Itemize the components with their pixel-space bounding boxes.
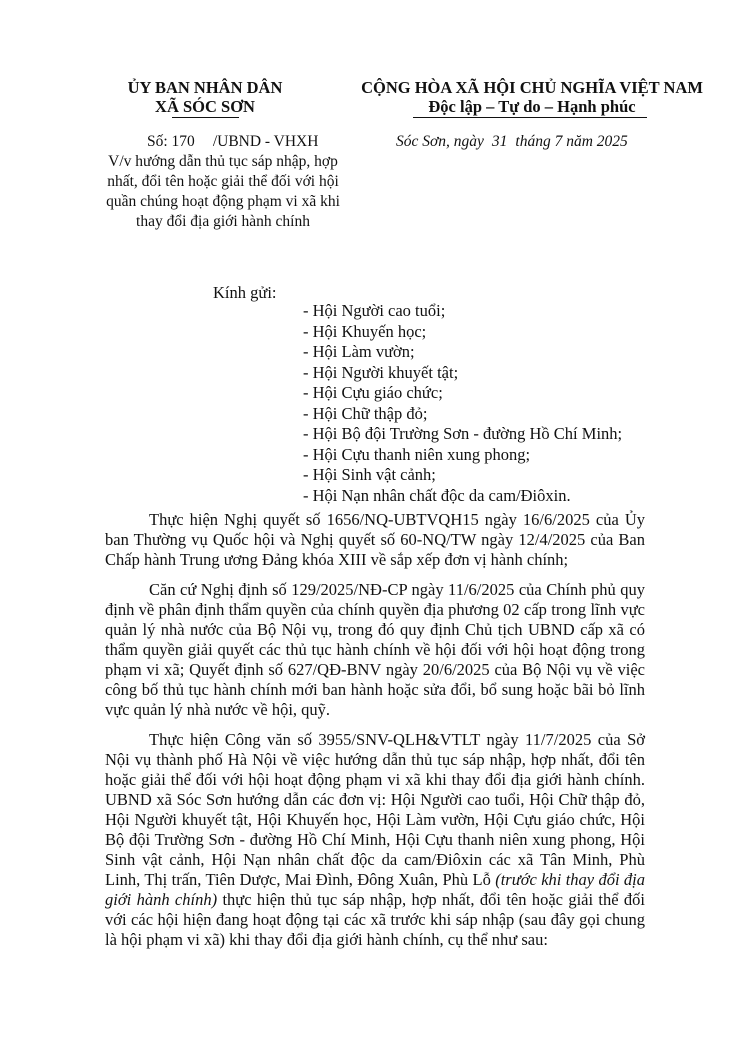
motto-underline: [413, 117, 647, 118]
recipient-item: - Hội Làm vườn;: [303, 342, 415, 361]
document-number-prefix: Số: 170: [147, 133, 195, 150]
national-motto: Độc lập – Tự do – Hạnh phúc: [428, 97, 636, 116]
place-date-place: Sóc Sơn, ngày: [396, 133, 484, 150]
recipient-item: - Hội Người khuyết tật;: [303, 362, 459, 382]
document-body: [105, 510, 645, 960]
paragraph-3-part-1: Thực hiện Công văn số 3955/SNV-QLH&VTLT ngày 11/7/2025 của Sở Nội vụ thành phố Hà Nội về việc hướng dẫn thủ tục sáp nhập, hợp nhất, đổi tên hoặc giải thể đối với hội hoạt động phạm vi xã khi thay đổi địa giới hành chính. UBND xã Sóc Sơn hướng dẫn các đơn vị: Hội Người cao tuổi, Hội Chữ thập đỏ, Hội Người khuyết tật, Hội Khuyến học, Hội Làm vườn, Hội Cựu giáo chức, Hội Bộ đội Trường Sơn - đường Hồ Chí Minh, Hội Cựu thanh niên xung phong, Hội Sinh vật cảnh, Hội Nạn nhân chất độc da cam/Điôxin các xã Tân Minh, Phù Linh, Thị trấn, Tiên Dược, Mai Đình, Đông Xuân, Phù Lỗ: [105, 730, 645, 889]
recipient-item: - Hội Khuyến học;: [303, 321, 427, 341]
document-number-suffix: /UBND - VHXH: [212, 133, 319, 150]
document-subject: V/v hướng dẫn thủ tục sáp nhập, hợp nhất, đổi tên hoặc giải thể đối với hội quần chúng hoạt động phạm vi xã khi thay đổi địa giới hành chính: [106, 153, 340, 230]
national-title: CỘNG HÒA XÃ HỘI CHỦ NGHĨA VIỆT NAM: [361, 78, 703, 97]
paragraph-1: Thực hiện Nghị quyết số 1656/NQ-UBTVQH15 ngày 16/6/2025 của Ủy ban Thường vụ Quốc hội và Nghị quyết số 60-NQ/TW ngày 12/4/2025 của Ban Chấp hành Trung ương Đảng khóa XIII về sắp xếp đơn vị hành chính;: [105, 510, 645, 569]
issuer-block: [105, 78, 305, 116]
issuer-line-2: XÃ SÓC SƠN: [155, 97, 255, 116]
recipient-item: - Hội Người cao tuổi;: [303, 301, 446, 320]
recipient-item: - Hội Bộ đội Trường Sơn - đường Hồ Chí Minh;: [303, 424, 623, 443]
recipient-item: - Hội Sinh vật cảnh;: [303, 465, 436, 484]
recipient-item: - Hội Chữ thập đỏ;: [303, 403, 428, 423]
national-heading: [352, 78, 712, 116]
recipient-item: - Hội Cựu giáo chức;: [303, 383, 443, 402]
issuer-line-1: ỦY BAN NHÂN DÂN: [127, 78, 283, 97]
paragraph-3: [105, 730, 645, 950]
recipient-item: - Hội Nạn nhân chất độc da cam/Điôxin.: [303, 485, 571, 505]
place-date-day: 31: [491, 133, 508, 150]
issuer-underline: [172, 117, 239, 118]
kinh-gui-label: Kính gửi:: [213, 283, 277, 302]
paragraph-3-part-2: thực hiện thủ tục sáp nhập, hợp nhất, đổi tên hoặc giải thể đối với các hội hiện đang hoạt động tại các xã trước khi sáp nhập (sau đây gọi chung là hội phạm vi xã) khi thay đổi địa giới hành chính, cụ thể như sau:: [105, 890, 646, 949]
place-date: [396, 133, 628, 151]
recipient-list: [303, 301, 622, 506]
recipient-item: - Hội Cựu thanh niên xung phong;: [303, 444, 531, 464]
document-number: [147, 133, 318, 151]
place-date-rest: tháng 7 năm 2025: [515, 133, 628, 150]
paragraph-3-italic: (trước khi thay đổi địa giới hành chính): [105, 870, 645, 909]
paragraph-2: Căn cứ Nghị định số 129/2025/NĐ-CP ngày 11/6/2025 của Chính phủ quy định về phân định thẩm quyền của chính quyền địa phương 02 cấp trong lĩnh vực quản lý nhà nước của Bộ Nội vụ, trong đó quy định Chủ tịch UBND cấp xã có thẩm quyền giải quyết các thủ tục hành chính về hội đối với hội hoạt động trong phạm vi xã; Quyết định số 627/QĐ-BNV ngày 20/6/2025 của Bộ Nội vụ về việc công bố thủ tục hành chính mới ban hành hoặc sửa đổi, bổ sung hoặc bãi bỏ lĩnh vực quản lý nhà nước về hội, quỹ.: [105, 580, 645, 719]
